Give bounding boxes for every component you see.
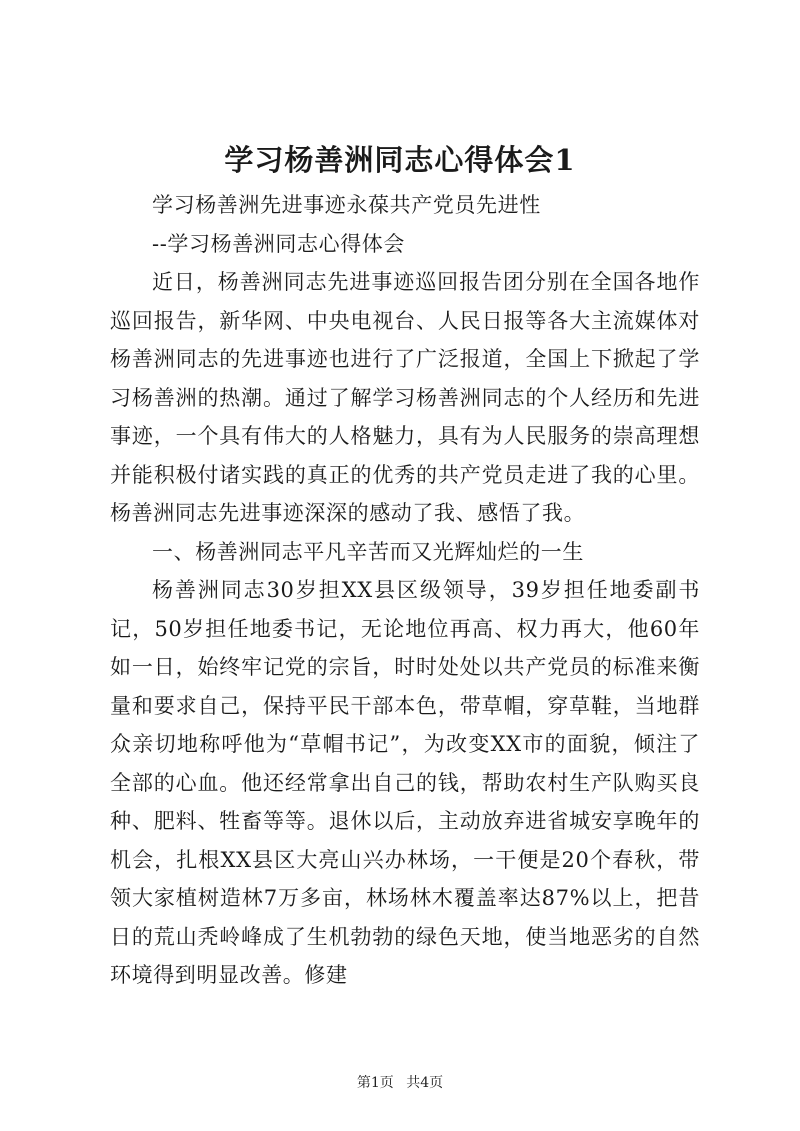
paragraph-biography: 杨善洲同志30岁担XX县区级领导，39岁担任地委副书记，50岁担任地委书记，无论地位再高、权力再大，他60年如一日，始终牢记党的宗旨，时时处处以共产党员的标准来衡量和要求自己，保持平民干部本色，带草帽，穿草鞋，当地群众亲切地称呼他为“草帽书记”，为改变XX市的面貌，倾注了全部的心血。他还经常拿出自己的钱，帮助农村生产队购买良种、肥料、牲畜等等。退休以后，主动放弃进省城安享晚年的机会，扎根XX县区大亮山兴办林场，一干便是20个春秋，带领大家植树造林7万多亩，林场林木覆盖率达87%以上，把昔日的荒山秃岭峰成了生机勃勃的绿色天地，使当地恶劣的自然环境得到明显改善。修建 xyxy=(110,578,700,987)
page-total: 共4页 xyxy=(406,1075,444,1091)
document-body xyxy=(110,186,700,995)
page-number: 第1页 xyxy=(356,1075,394,1091)
paragraph-intro: 近日，杨善洲同志先进事迹巡回报告团分别在全国各地作巡回报告，新华网、中央电视台、人民日报等各大主流媒体对杨善洲同志的先进事迹也进行了广泛报道，全国上下掀起了学习杨善洲的热潮。通过了解学习杨善洲同志的个人经历和先进事迹，一个具有伟大的人格魅力，具有为人民服务的崇高理想并能积极付诸实践的真正的优秀的共产党员走进了我的心里。杨善洲同志先进事迹深深的感动了我、感悟了我。 xyxy=(110,270,700,525)
document-title: 学习杨善洲同志心得体会1 xyxy=(224,143,576,177)
page-footer xyxy=(0,1073,800,1093)
paragraph-subtitle-sub: --学习杨善洲同志心得体会 xyxy=(152,231,405,256)
section-heading: 一、杨善洲同志平凡辛苦而又光辉灿烂的一生 xyxy=(152,539,584,564)
paragraph-subtitle: 学习杨善洲先进事迹永葆共产党员先进性 xyxy=(152,193,541,217)
